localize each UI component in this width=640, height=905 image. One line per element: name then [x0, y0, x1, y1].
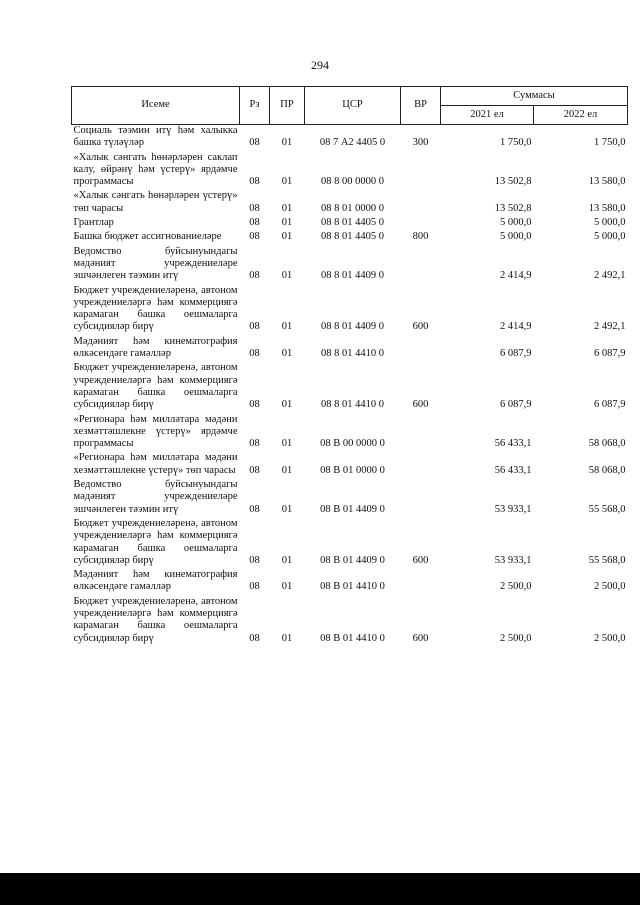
row-amount-2022: 13 580,0	[588, 202, 626, 214]
header-year-2021: 2021 ел	[441, 106, 534, 125]
row-name: Бюджет учреждениеләренә, автоном учреждениеләргә һәм коммерциягә карамаган башка оешмаларга субсидияләр бирү	[73, 595, 238, 644]
row-csr: 08 В 01 0000 0	[320, 464, 385, 476]
row-amount-2022: 5 000,0	[594, 217, 626, 229]
row-csr: 08 8 01 0000 0	[321, 202, 384, 214]
row-rz: 08	[249, 176, 260, 188]
row-amount-2022: 1 750,0	[594, 137, 626, 149]
scan-border	[0, 873, 640, 905]
table-row	[72, 479, 628, 518]
row-csr: 08 В 01 4409 0	[320, 554, 385, 566]
table-row	[72, 231, 628, 245]
row-rz: 08	[249, 270, 260, 282]
row-vr	[401, 336, 441, 363]
row-name: Ведомство буйсынуындагы мәдәният учреждениеләре эшчәнлеген тәэмин итү	[73, 245, 238, 282]
row-csr: 08 8 00 0000 0	[321, 176, 384, 188]
row-vr: 800	[412, 231, 429, 243]
row-name: «Регионара һәм милләтара мәдәни хезмәттәшлекне үстерү» төп чарасы	[73, 452, 238, 476]
row-rz: 08	[249, 137, 260, 149]
row-rz: 08	[249, 321, 260, 333]
row-csr: 08 В 01 4410 0	[320, 581, 385, 593]
row-rz: 08	[249, 231, 260, 243]
row-name: Социаль тәэмин итү һәм халыкка башка түләүләр	[73, 125, 238, 149]
header-name: Исеме	[72, 87, 240, 125]
row-csr: 08 8 01 4409 0	[321, 270, 384, 282]
row-amount-2021: 2 414,9	[500, 270, 532, 282]
row-rz: 08	[249, 217, 260, 229]
row-vr	[401, 246, 441, 285]
row-vr	[401, 452, 441, 479]
row-name: «Халык сәнгать һөнәрләрен үстерү» төп чарасы	[73, 190, 238, 214]
table-row	[72, 569, 628, 596]
row-name: Мәдәният һәм кинематография өлкәсендәге гамәлләр	[73, 335, 238, 360]
row-amount-2021: 2 414,9	[500, 321, 532, 333]
row-pr: 01	[281, 202, 293, 214]
row-vr	[401, 152, 441, 191]
row-pr: 01	[281, 348, 293, 360]
row-amount-2022: 55 568,0	[588, 554, 626, 566]
table-row	[72, 217, 628, 231]
table-row	[72, 596, 628, 647]
row-name: Мәдәният һәм кинематография өлкәсендәге гамәлләр	[73, 569, 238, 593]
row-vr	[401, 190, 441, 217]
row-csr: 08 В 00 0000 0	[320, 438, 385, 450]
page-number: 294	[311, 58, 329, 72]
row-csr: 08 8 01 4405 0	[321, 217, 384, 229]
row-name: Бюджет учреждениеләренә, автоном учреждениеләргә һәм коммерциягә карамаган башка оешмаларга субсидияләр бирү	[73, 284, 238, 333]
table-body	[72, 125, 628, 647]
row-amount-2022: 5 000,0	[594, 231, 626, 243]
row-rz: 08	[249, 202, 260, 214]
row-vr	[401, 217, 441, 231]
table-row	[72, 362, 628, 413]
table-row	[72, 414, 628, 453]
header-rz: Рз	[240, 87, 270, 125]
table-row	[72, 336, 628, 363]
header-csr: ЦСР	[305, 87, 401, 125]
row-amount-2021: 5 000,0	[500, 231, 532, 243]
row-amount-2021: 53 933,1	[494, 503, 532, 515]
row-csr: 08 8 01 4405 0	[321, 231, 384, 243]
row-pr: 01	[281, 554, 293, 566]
budget-table	[71, 86, 628, 647]
row-amount-2022: 6 087,9	[594, 348, 626, 360]
row-amount-2021: 6 087,9	[500, 399, 532, 411]
row-vr: 300	[412, 137, 429, 149]
row-amount-2022: 2 492,1	[594, 270, 626, 282]
row-amount-2022: 2 492,1	[594, 321, 626, 333]
row-pr: 01	[281, 176, 293, 188]
table-row	[72, 152, 628, 191]
row-name: Бюджет учреждениеләренә, автоном учреждениеләргә һәм коммерциягә карамаган башка оешмаларга субсидияләр бирү	[73, 517, 238, 566]
row-pr: 01	[281, 321, 293, 333]
row-amount-2021: 2 500,0	[500, 581, 532, 593]
table-row	[72, 246, 628, 285]
row-name: Грантлар	[73, 217, 114, 229]
row-name: Ведомство буйсынуындагы мәдәният учреждениеләре эшчәнлеген тәэмин итү	[73, 479, 238, 515]
row-amount-2022: 6 087,9	[594, 399, 626, 411]
header-vr: ВР	[401, 87, 441, 125]
row-rz: 08	[249, 632, 260, 644]
row-name: «Регионара һәм милләтара мәдәни хезмәттәшлекне үстерү» ярдәмче программасы	[73, 413, 238, 450]
row-vr: 600	[412, 632, 429, 644]
row-pr: 01	[281, 503, 293, 515]
row-amount-2021: 53 933,1	[494, 554, 532, 566]
row-name: Бюджет учреждениеләренә, автоном учреждениеләргә һәм коммерциягә карамаган башка оешмаларга субсидияләр бирү	[73, 362, 238, 411]
table-row	[72, 125, 628, 152]
table-row	[72, 285, 628, 336]
row-amount-2022: 58 068,0	[588, 464, 626, 476]
row-vr: 600	[412, 554, 429, 566]
row-amount-2022: 55 568,0	[588, 503, 626, 515]
row-pr: 01	[281, 438, 293, 450]
row-csr: 08 В 01 4410 0	[320, 632, 385, 644]
row-amount-2021: 56 433,1	[494, 438, 532, 450]
row-csr: 08 8 01 4410 0	[321, 348, 384, 360]
row-vr	[401, 569, 441, 596]
header-year-2022: 2022 ел	[534, 106, 628, 125]
row-pr: 01	[281, 464, 293, 476]
row-vr	[401, 479, 441, 518]
row-amount-2022: 2 500,0	[594, 632, 626, 644]
row-csr: 08 8 01 4410 0	[321, 399, 384, 411]
row-name: Башка бюджет ассигнованиеләре	[73, 231, 222, 243]
row-csr: 08 7 А2 4405 0	[319, 137, 386, 149]
row-pr: 01	[281, 231, 293, 243]
row-name: «Халык сәнгать һөнәрләрен саклап калу, өйрәнү һәм үстерү» ярдәмче программасы	[73, 151, 238, 188]
table-row	[72, 190, 628, 217]
row-vr	[401, 414, 441, 453]
row-rz: 08	[249, 581, 260, 593]
row-csr: 08 8 01 4409 0	[321, 321, 384, 333]
row-amount-2021: 13 502,8	[494, 176, 532, 188]
table-header	[72, 87, 628, 125]
header-sums: Суммасы	[441, 87, 628, 106]
row-amount-2021: 1 750,0	[500, 137, 532, 149]
row-rz: 08	[249, 438, 260, 450]
row-rz: 08	[249, 399, 260, 411]
row-rz: 08	[249, 554, 260, 566]
header-pr: ПР	[270, 87, 305, 125]
row-amount-2021: 2 500,0	[500, 632, 532, 644]
row-amount-2021: 13 502,8	[494, 202, 532, 214]
row-vr: 600	[412, 321, 429, 333]
row-amount-2021: 56 433,1	[494, 464, 532, 476]
row-pr: 01	[281, 217, 293, 229]
row-amount-2021: 5 000,0	[500, 217, 532, 229]
row-rz: 08	[249, 503, 260, 515]
row-amount-2022: 13 580,0	[588, 176, 626, 188]
row-amount-2022: 58 068,0	[588, 438, 626, 450]
row-amount-2021: 6 087,9	[500, 348, 532, 360]
row-csr: 08 В 01 4409 0	[320, 503, 385, 515]
row-amount-2022: 2 500,0	[594, 581, 626, 593]
table-row	[72, 452, 628, 479]
row-pr: 01	[281, 137, 293, 149]
row-pr: 01	[281, 632, 293, 644]
row-vr: 600	[412, 399, 429, 411]
row-rz: 08	[249, 348, 260, 360]
table-row	[72, 518, 628, 569]
row-pr: 01	[281, 399, 293, 411]
row-rz: 08	[249, 464, 260, 476]
row-pr: 01	[281, 581, 293, 593]
row-pr: 01	[281, 270, 293, 282]
